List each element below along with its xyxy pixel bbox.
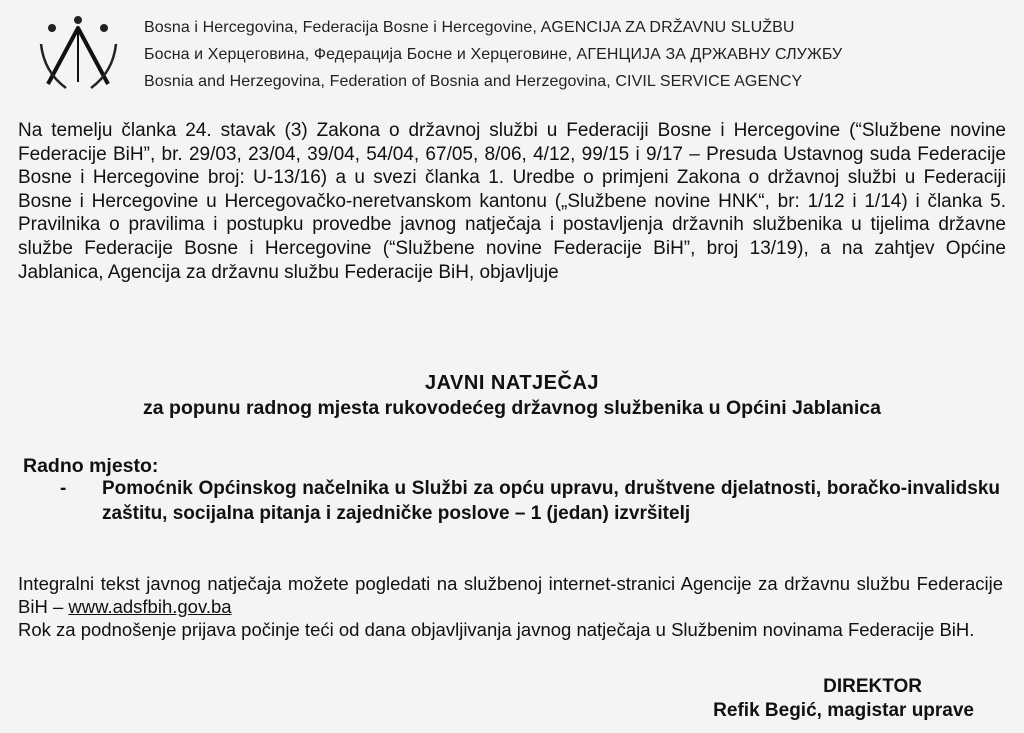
notice-heading	[0, 371, 1024, 421]
intro-text: Na temelju članka 24. stavak (3) Zakona o državnoj službi u Federaciji Bosne i Hercegovine (“Službene novine Federacije BiH”, br. 29/03, 23/04, 39/04, 54/04, 67/05, 8/06, 4/12, 99/15 i 9/17 – Presuda Ustavnog suda Federacije Bosne i Hercegovine broj: U-13/16) a u svezi članka 1. Uredbe o primjeni Zakona o državnoj službi u Federaciji Bosne i Hercegovine u Hercegovačko-neretvanskom kantonu („Službene novine HNK“, br: 1/12 i 1/14) i članka 5. Pravilnika o pravilima i postupku provedbe javnog natječaja i postavljenja državnih službenika u tijelima državne službe Federacije Bosne i Hercegovine (“Službene novine Federacije BiH”, broj 13/19), a na zahtjev Općine Jablanica, Agencija za državnu službu Federacije BiH, objavljuje	[18, 120, 1006, 283]
agency-logo-icon	[36, 14, 126, 94]
info-line-1: Integralni tekst javnog natječaja možete pogledati na službenoj internet-stranici Agencije za državnu službu Federacije BiH –	[18, 573, 1003, 617]
info-paragraph-1	[18, 572, 1003, 618]
intro-paragraph	[18, 119, 1006, 284]
position-dash: -	[60, 478, 67, 499]
header-line-cyrillic: Босна и Херцеговина, Федерација Босне и Херцеговине, АГЕНЦИЈА ЗА ДРЖАВНУ СЛУЖБУ	[144, 46, 843, 63]
header-line-english: Bosnia and Herzegovina, Federation of Bosnia and Herzegovina, CIVIL SERVICE AGENCY	[144, 73, 803, 90]
info-section	[18, 572, 1003, 641]
position-item	[60, 477, 1000, 526]
agency-header	[36, 8, 996, 98]
header-line-latin: Bosna i Hercegovina, Federacija Bosne i Hercegovine, AGENCIJA ZA DRŽAVNU SLUŽBU	[144, 19, 795, 36]
agency-website-link[interactable]: www.adsfbih.gov.ba	[68, 596, 232, 617]
position-label: Radno mjesto:	[23, 455, 159, 477]
signature-block	[713, 675, 974, 723]
position-text: Pomoćnik Općinskog načelnika u Službi za opću upravu, društvene djelatnosti, boračko-invalidsku zaštitu, socijalna pitanja i zajedničke poslove – 1 (jedan) izvršitelj	[102, 478, 1000, 524]
notice-subtitle: za popunu radnog mjesta rukovodećeg državnog službenika u Općini Jablanica	[143, 397, 881, 419]
info-line-2: Rok za podnošenje prijava počinje teći od dana objavljivanja javnog natječaja u Službenim novinama Federacije BiH.	[18, 619, 975, 640]
signature-title: DIREKTOR	[823, 676, 922, 697]
notice-title: JAVNI NATJEČAJ	[424, 372, 600, 394]
signature-name: Refik Begić, magistar uprave	[713, 700, 974, 721]
